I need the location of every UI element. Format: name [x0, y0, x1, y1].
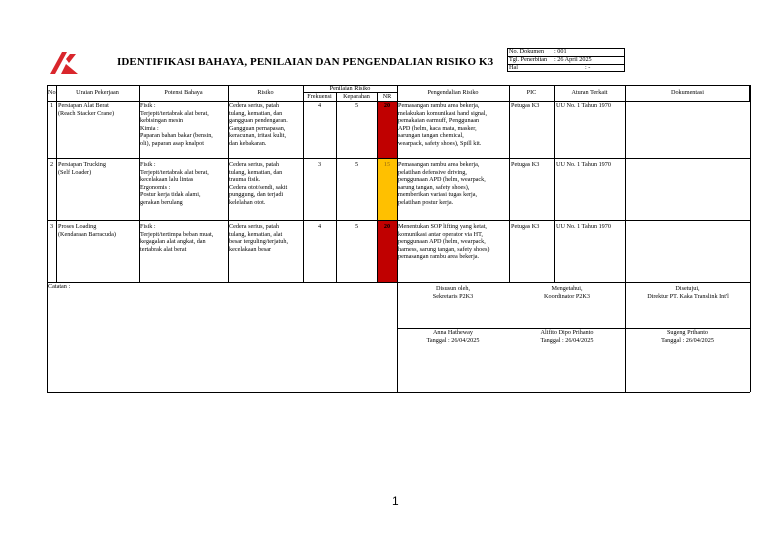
row-no: 3	[50, 223, 54, 230]
col-dokumentasi: Dokumentasi	[671, 89, 704, 96]
col-aturan: Aturan Terkait	[571, 89, 608, 96]
col-keparahan: Keparahan	[343, 93, 370, 100]
row-risiko: Cedera serius, patah tulang, kematian, dan trauma fisik. Cedera otot/sendi, sakit punggung, dan terjadi kelelahan otot.	[229, 161, 288, 206]
row-pengendalian: Menentukan SOP lifting yang ketat, komunikasi antar operator via HT, penggunaan APD (helm, wearpack, harness, sarung tangan, safety shoes) pemasangan rambu area bekerja.	[398, 223, 490, 261]
row-frekuensi: 4	[317, 223, 322, 230]
row-pic: Petugas K3	[511, 223, 540, 230]
row-frekuensi: 4	[317, 102, 322, 109]
row-pic: Petugas K3	[511, 102, 540, 109]
row-risiko: Cedera serius, patah tulang, kematian, alat besar terguling/terjatuh, kecelakaan besar	[229, 223, 288, 253]
page-label: Hal	[509, 64, 518, 71]
row-frekuensi: 3	[317, 161, 322, 168]
row-potensi: Fisik : Terjepit/tertabrak alat berat, kecelakaan lalu lintas Ergonomis : Postur kerja tidak alami, gerakan berulang	[140, 161, 209, 206]
acknowledged-by-name: Alifito Dipo Prihanto	[540, 329, 594, 336]
row-nr: 15	[383, 161, 391, 168]
row-risiko: Cedera serius, patah tulang, kematian, dan gangguan pendengaran. Gangguan pernapasan, keracunan, iritasi kulit, dan kebakaran.	[229, 102, 288, 147]
prepared-by-role: Sekretaris P2K3	[432, 293, 474, 300]
row-uraian: Persiapan Alat Berat (Reach Stacker Crane)	[58, 102, 115, 117]
issue-date-value: : 26 April 2025	[554, 56, 592, 63]
row-aturan: UU No. 1 Tahun 1970	[556, 223, 611, 230]
nr-cell-high	[378, 102, 397, 158]
prepared-by-name: Anna Hatheway	[432, 329, 474, 336]
approved-by-date: Tanggal : 26/04/2025	[661, 337, 714, 344]
col-pic: PIC	[526, 89, 537, 96]
acknowledged-by-label: Mengetahui,	[551, 285, 583, 292]
col-risiko: Risiko	[257, 89, 274, 96]
doc-no-value: : 001	[554, 48, 567, 55]
row-pengendalian: Pemasangan rambu area bekerja, pelatihan defensive driving, penggunaan APD (helm, wearpack, sarung tangan, safety shoes), memberikan variasi tugas kerja, pelatihan postur kerja.	[398, 161, 486, 206]
row-nr: 20	[383, 223, 391, 230]
row-no: 2	[50, 161, 54, 168]
col-no: No.	[48, 89, 58, 96]
row-aturan: UU No. 1 Tahun 1970	[556, 161, 611, 168]
row-potensi: Fisik : Terjepit/tertabrak alat berat, kebisingan mesin Kimia : Paparan bahan bakar (bensin, oli), paparan asap knalpot	[140, 102, 213, 147]
approved-by-label: Disetujui,	[675, 285, 700, 292]
document-title: IDENTIFIKASI BAHAYA, PENILAIAN DAN PENGENDALIAN RISIKO K3	[117, 56, 494, 68]
row-no: 1	[50, 102, 54, 109]
page-number: 1	[392, 494, 399, 508]
acknowledged-by-date: Tanggal : 26/04/2025	[540, 337, 594, 344]
col-potensi: Potensi Bahaya	[164, 89, 203, 96]
col-uraian: Uraian Pekerjaan	[76, 89, 119, 96]
issue-date-label: Tgl. Penerbitan	[509, 56, 548, 63]
row-pengendalian: Pemasangan rambu area bekerja, melakukan komunikasi hand signal, pemakaian earmuff, Penggunaan APD (helm, kaca mata, masker, sarungan tangan chemical, wearpack, safety shoes), Spill kit.	[398, 102, 488, 147]
notes-label: Catatan :	[48, 283, 71, 290]
row-keparahan: 5	[354, 102, 359, 109]
approved-by-role: Direktur PT. Kaka Translink Int'l	[647, 293, 729, 300]
doc-no-label: No. Dokumen	[509, 48, 545, 55]
company-logo	[50, 52, 78, 74]
prepared-by-label: Disusun oleh,	[435, 285, 471, 292]
row-keparahan: 5	[354, 223, 359, 230]
col-pengendalian: Pengendalian Risiko	[427, 89, 479, 96]
col-frekuensi: Frekuensi	[307, 93, 332, 100]
col-penilaian: Penilaian Risiko	[329, 85, 371, 92]
row-keparahan: 5	[354, 161, 359, 168]
page-value: : -	[585, 64, 591, 71]
row-uraian: Proses Loading (Kendaraan Barracuda)	[58, 223, 116, 238]
row-potensi: Fisik : Terjepit/tertimpa beban muat, kegagalan alat angkat, dan tertabrak alat berat	[140, 223, 214, 253]
row-pic: Petugas K3	[511, 161, 540, 168]
prepared-by-date: Tanggal : 26/04/2025	[426, 337, 480, 344]
row-uraian: Persiapan Trucking (Self Loader)	[58, 161, 106, 176]
row-nr: 20	[383, 102, 391, 109]
col-nr: NR	[382, 93, 392, 100]
acknowledged-by-role: Koordinator P2K3	[544, 293, 590, 300]
row-aturan: UU No. 1 Tahun 1970	[556, 102, 611, 109]
approved-by-name: Sugeng Prihanto	[666, 329, 709, 336]
